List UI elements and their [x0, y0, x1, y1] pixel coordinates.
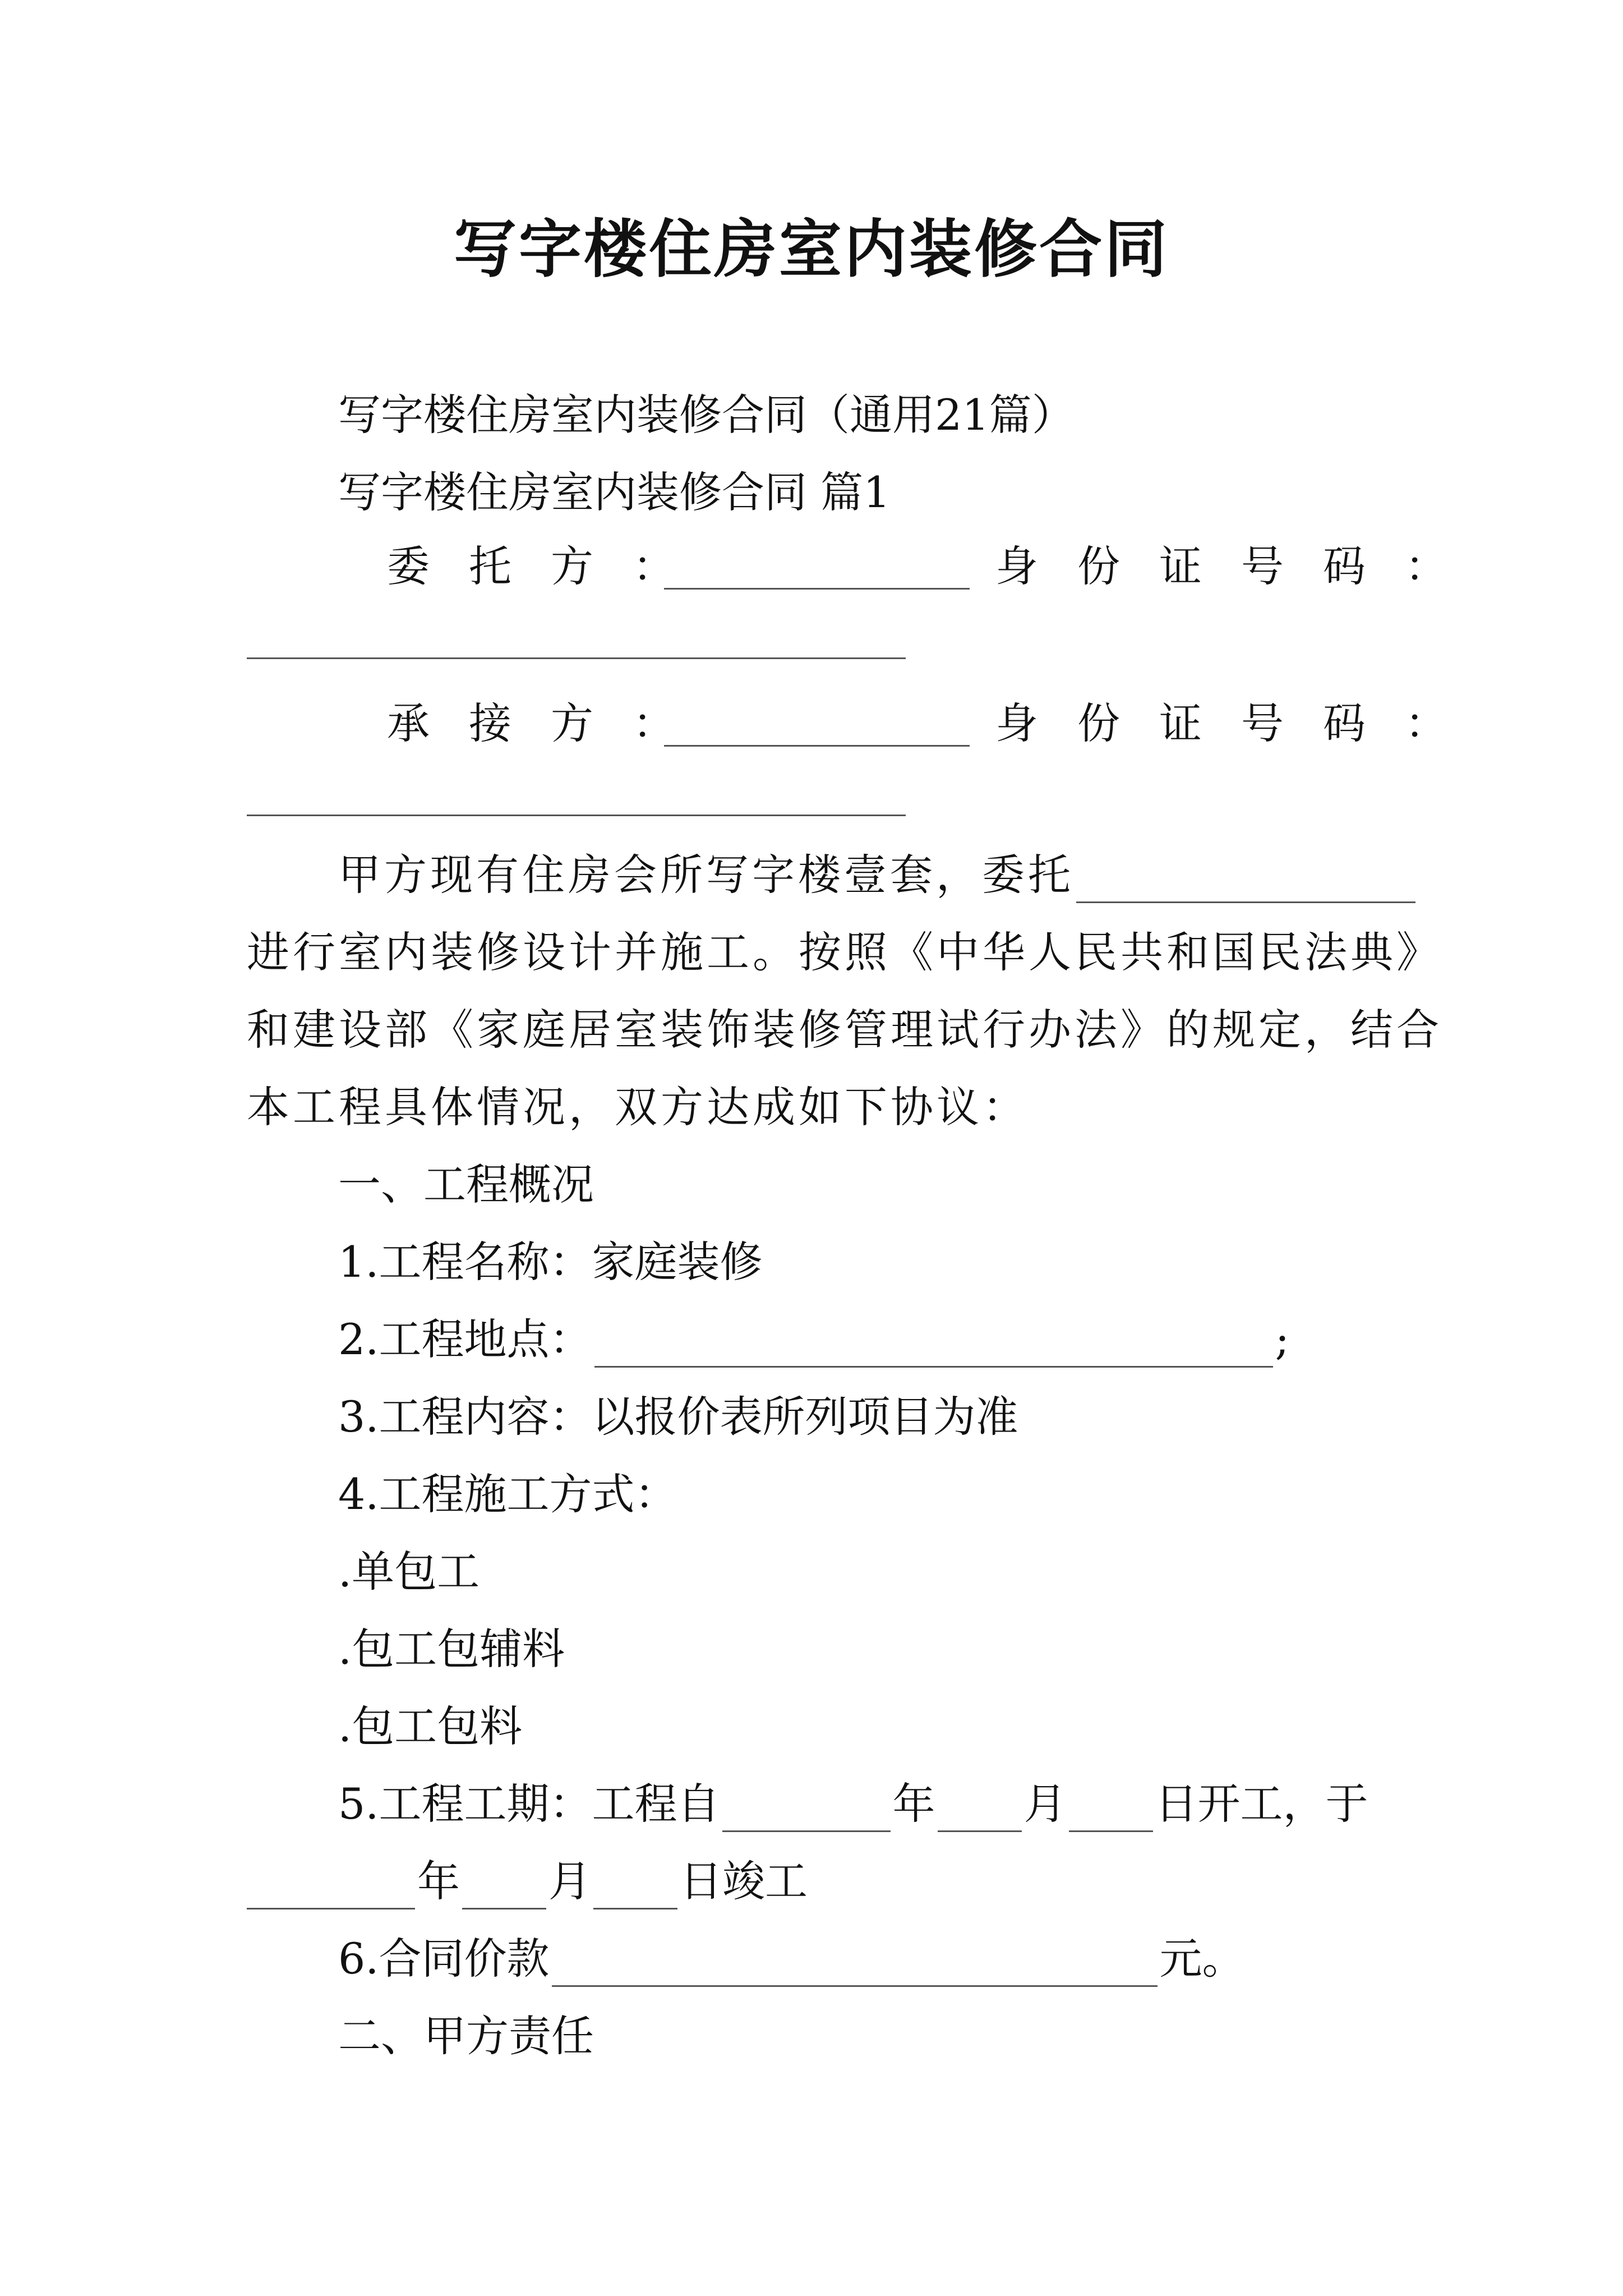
client-id-field[interactable]	[247, 657, 906, 659]
item-4: 4.工程施工方式：	[338, 1469, 677, 1519]
item-5-end	[247, 1853, 808, 1910]
item-6-suffix: 元。	[1159, 1934, 1245, 1984]
item-5-label: 5.工程工期：工程自	[338, 1779, 720, 1829]
contractor-name-field[interactable]	[664, 701, 970, 747]
contractor-label-text: 承接方：	[387, 698, 714, 748]
client-id-label	[995, 539, 1487, 595]
document-subtitle: 写字楼住房室内装修合同（通用21篇）	[338, 390, 1075, 440]
start-year-label: 年	[892, 1779, 935, 1829]
end-month-label: 月	[548, 1856, 591, 1906]
start-suffix: 日开工，于	[1155, 1779, 1368, 1829]
item-2-label: 2.工程地点：	[338, 1314, 592, 1364]
item-6	[338, 1931, 1245, 1987]
end-year-field[interactable]	[247, 1864, 415, 1910]
section-2-heading: 二、甲方责任	[338, 2011, 594, 2061]
contractor-id-label	[995, 696, 1487, 752]
client-label-text: 委托方：	[387, 541, 714, 591]
item-3: 3.工程内容：以报价表所列项目为准	[338, 1392, 1018, 1442]
end-suffix: 日竣工	[680, 1856, 808, 1906]
end-month-field[interactable]	[462, 1864, 546, 1910]
contractor-id-field[interactable]	[247, 815, 906, 816]
item-5	[338, 1776, 1368, 1832]
option-labor-materials: .包工包料	[338, 1701, 523, 1751]
intro-line-3: 和建设部《家庭居室装饰装修管理试行办法》的规定，结合	[247, 1005, 1442, 1055]
start-year-field[interactable]	[722, 1787, 891, 1832]
item-2	[338, 1312, 1289, 1368]
intro-line-1	[338, 847, 1418, 903]
item-1: 1.工程名称：家庭装修	[338, 1237, 763, 1287]
start-month-label: 月	[1023, 1779, 1067, 1829]
end-year-label: 年	[417, 1856, 460, 1906]
item-2-suffix: ;	[1275, 1314, 1290, 1364]
section-1-heading: 一、工程概况	[338, 1159, 594, 1209]
client-name-field[interactable]	[664, 544, 970, 590]
start-day-field[interactable]	[1069, 1787, 1153, 1832]
client-id-label-text: 身份证号码：	[995, 541, 1487, 591]
document-title: 写字楼住房室内装修合同	[454, 213, 1169, 286]
intro-line-2: 进行室内装修设计并施工。按照《中华人民共和国民法典》	[247, 927, 1442, 977]
project-location-field[interactable]	[594, 1322, 1273, 1368]
contractor-id-label-text: 身份证号码：	[995, 698, 1487, 748]
start-month-field[interactable]	[938, 1787, 1022, 1832]
option-labor-only: .单包工	[338, 1547, 480, 1596]
entrusted-party-field[interactable]	[1076, 858, 1415, 903]
option-labor-aux-materials: .包工包辅料	[338, 1624, 565, 1674]
item-6-label: 6.合同价款	[338, 1934, 550, 1984]
section-heading: 写字楼住房室内装修合同 篇1	[338, 467, 891, 517]
end-day-field[interactable]	[593, 1864, 677, 1910]
contract-price-field[interactable]	[552, 1941, 1158, 1987]
intro-line-1-text: 甲方现有住房会所写字楼壹套，委托	[338, 850, 1074, 900]
intro-line-4: 本工程具体情况，双方达成如下协议：	[247, 1082, 1029, 1132]
